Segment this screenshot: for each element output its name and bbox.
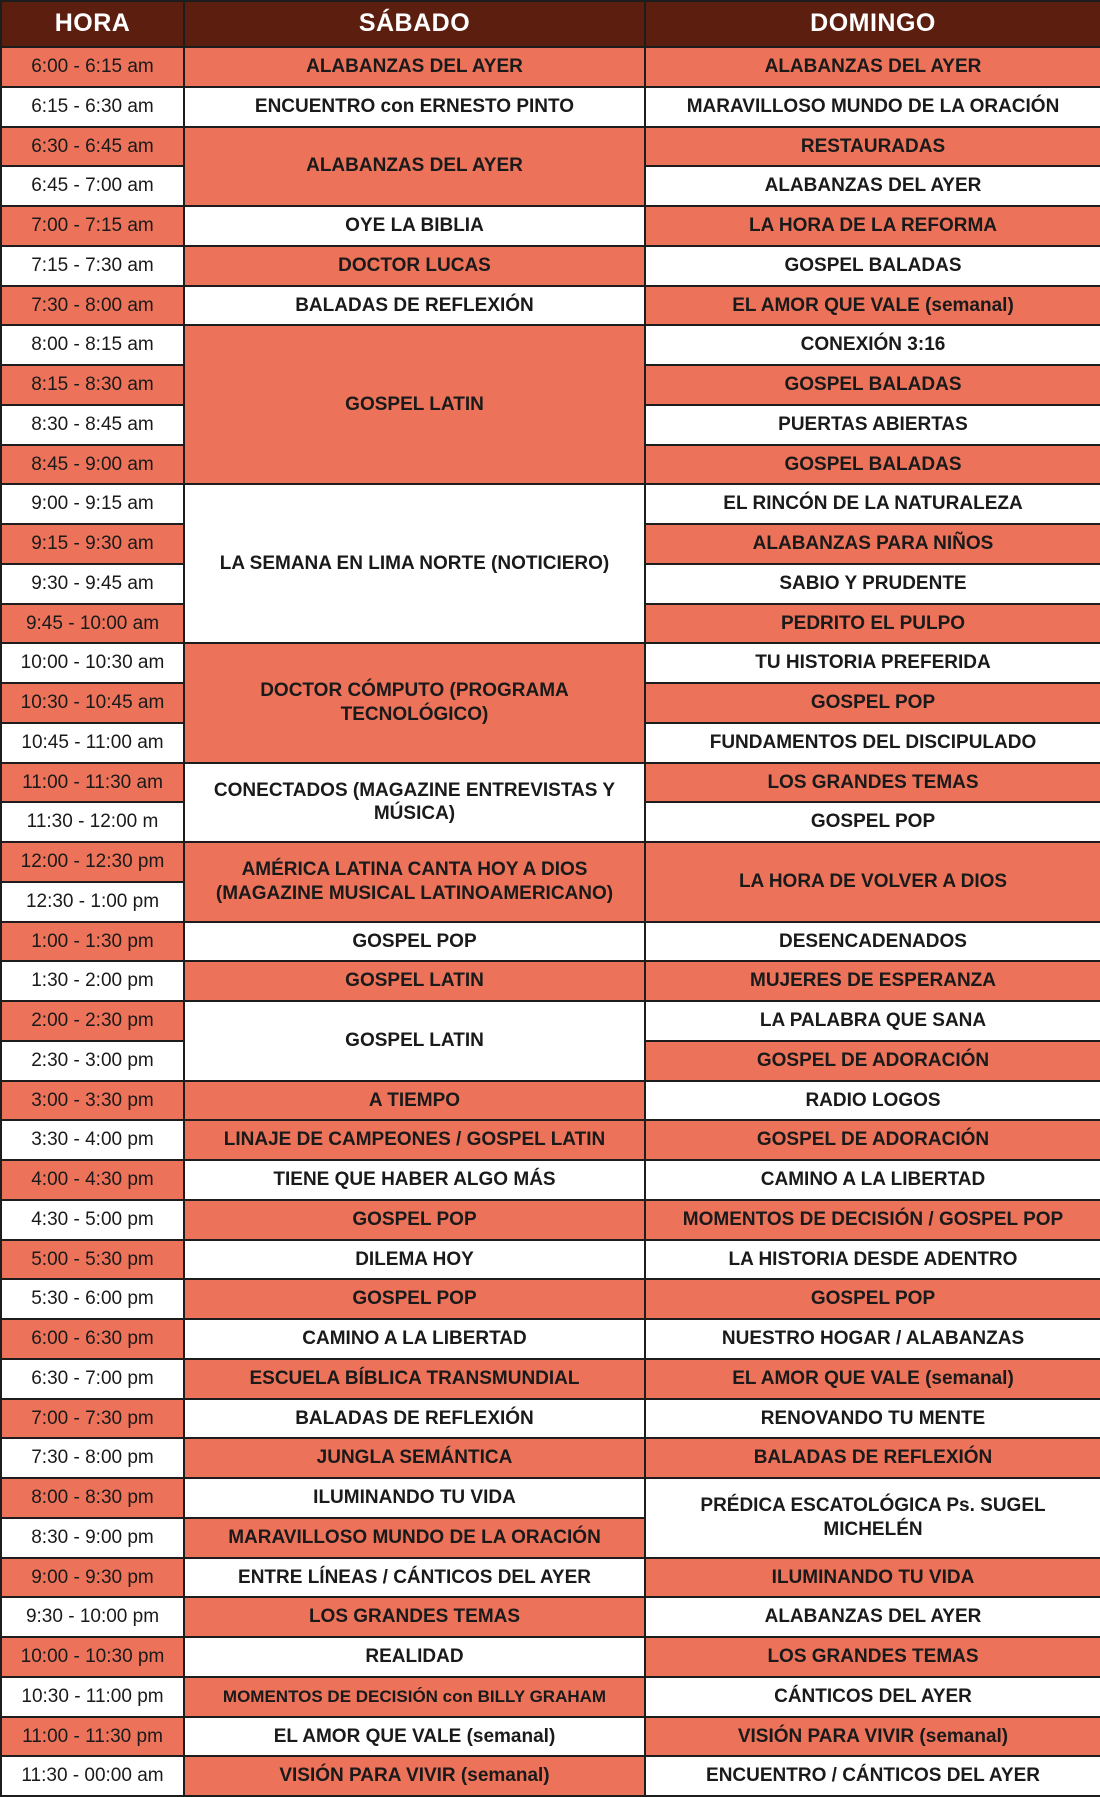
table-row [1,87,1100,127]
time-cell: 8:30 - 9:00 pm [1,1518,184,1558]
saturday-program: JUNGLA SEMÁNTICA [184,1438,645,1478]
time-cell: 7:00 - 7:15 am [1,206,184,246]
time-cell: 11:30 - 12:00 m [1,802,184,842]
header-sabado: SÁBADO [184,1,645,47]
sunday-program: GOSPEL POP [645,683,1100,723]
saturday-program: DOCTOR LUCAS [184,246,645,286]
sunday-program: CONEXIÓN 3:16 [645,325,1100,365]
time-cell: 8:00 - 8:30 pm [1,1478,184,1518]
time-cell: 9:00 - 9:15 am [1,484,184,524]
table-row [1,961,1100,1001]
time-cell: 8:15 - 8:30 am [1,365,184,405]
time-cell: 7:15 - 7:30 am [1,246,184,286]
time-cell: 11:00 - 11:30 am [1,763,184,803]
time-cell: 7:30 - 8:00 pm [1,1438,184,1478]
table-row [1,1200,1100,1240]
sunday-program: VISIÓN PARA VIVIR (semanal) [645,1717,1100,1757]
time-cell: 1:30 - 2:00 pm [1,961,184,1001]
table-row [1,325,1100,365]
sunday-program: GOSPEL POP [645,802,1100,842]
table-row [1,47,1100,87]
saturday-program: ESCUELA BÍBLICA TRANSMUNDIAL [184,1359,645,1399]
saturday-program: REALIDAD [184,1637,645,1677]
sunday-program: ILUMINANDO TU VIDA [645,1558,1100,1598]
table-row [1,1081,1100,1121]
sunday-program: RADIO LOGOS [645,1081,1100,1121]
saturday-program: EL AMOR QUE VALE (semanal) [184,1717,645,1757]
sunday-program: EL AMOR QUE VALE (semanal) [645,286,1100,326]
sunday-program: EL AMOR QUE VALE (semanal) [645,1359,1100,1399]
time-cell: 7:30 - 8:00 am [1,286,184,326]
table-row [1,1478,1100,1518]
saturday-program: BALADAS DE REFLEXIÓN [184,1399,645,1439]
saturday-program: GOSPEL POP [184,1200,645,1240]
header-domingo: DOMINGO [645,1,1100,47]
saturday-program: CAMINO A LA LIBERTAD [184,1319,645,1359]
time-cell: 6:30 - 7:00 pm [1,1359,184,1399]
sunday-program: GOSPEL POP [645,1279,1100,1319]
table-row [1,1597,1100,1637]
sunday-program: ALABANZAS DEL AYER [645,1597,1100,1637]
saturday-program: DILEMA HOY [184,1240,645,1280]
sunday-program: TU HISTORIA PREFERIDA [645,643,1100,683]
saturday-program: GOSPEL POP [184,922,645,962]
saturday-program: DOCTOR CÓMPUTO (PROGRAMA TECNOLÓGICO) [184,643,645,762]
header-hora: HORA [1,1,184,47]
sunday-program: RENOVANDO TU MENTE [645,1399,1100,1439]
time-cell: 10:45 - 11:00 am [1,723,184,763]
sunday-program: PEDRITO EL PULPO [645,604,1100,644]
table-row [1,206,1100,246]
sunday-program: LA HISTORIA DESDE ADENTRO [645,1240,1100,1280]
sunday-program: MUJERES DE ESPERANZA [645,961,1100,1001]
time-cell: 9:15 - 9:30 am [1,524,184,564]
time-cell: 5:30 - 6:00 pm [1,1279,184,1319]
table-row [1,1359,1100,1399]
saturday-program: TIENE QUE HABER ALGO MÁS [184,1160,645,1200]
saturday-program: ALABANZAS DEL AYER [184,47,645,87]
time-cell: 8:45 - 9:00 am [1,445,184,485]
time-cell: 10:00 - 10:30 pm [1,1637,184,1677]
table-row [1,1240,1100,1280]
time-cell: 9:30 - 10:00 pm [1,1597,184,1637]
sunday-program: GOSPEL DE ADORACIÓN [645,1120,1100,1160]
sunday-program: LOS GRANDES TEMAS [645,1637,1100,1677]
time-cell: 9:30 - 9:45 am [1,564,184,604]
sunday-program: LA HORA DE VOLVER A DIOS [645,842,1100,922]
table-row [1,1717,1100,1757]
sunday-program: CAMINO A LA LIBERTAD [645,1160,1100,1200]
sunday-program: NUESTRO HOGAR / ALABANZAS [645,1319,1100,1359]
sunday-program: MARAVILLOSO MUNDO DE LA ORACIÓN [645,87,1100,127]
table-row [1,1399,1100,1439]
saturday-program: VISIÓN PARA VIVIR (semanal) [184,1756,645,1796]
sunday-program: RESTAURADAS [645,127,1100,167]
table-row [1,1160,1100,1200]
time-cell: 8:00 - 8:15 am [1,325,184,365]
time-cell: 1:00 - 1:30 pm [1,922,184,962]
time-cell: 5:00 - 5:30 pm [1,1240,184,1280]
time-cell: 6:00 - 6:15 am [1,47,184,87]
saturday-program: LINAJE DE CAMPEONES / GOSPEL LATIN [184,1120,645,1160]
sunday-program: LA HORA DE LA REFORMA [645,206,1100,246]
table-row [1,127,1100,167]
saturday-program: MOMENTOS DE DECISIÓN con BILLY GRAHAM [184,1677,645,1717]
sunday-program: LOS GRANDES TEMAS [645,763,1100,803]
time-cell: 2:30 - 3:00 pm [1,1041,184,1081]
saturday-program: GOSPEL LATIN [184,1001,645,1081]
sunday-program: ALABANZAS PARA NIÑOS [645,524,1100,564]
time-cell: 10:30 - 11:00 pm [1,1677,184,1717]
table-row [1,1001,1100,1041]
table-row [1,842,1100,882]
sunday-program: DESENCADENADOS [645,922,1100,962]
header-row [1,1,1100,47]
saturday-program: GOSPEL LATIN [184,325,645,484]
table-row [1,1438,1100,1478]
time-cell: 7:00 - 7:30 pm [1,1399,184,1439]
sunday-program: ALABANZAS DEL AYER [645,47,1100,87]
table-row [1,1677,1100,1717]
table-row [1,484,1100,524]
sunday-program: GOSPEL BALADAS [645,246,1100,286]
saturday-program: LA SEMANA EN LIMA NORTE (NOTICIERO) [184,484,645,643]
time-cell: 3:00 - 3:30 pm [1,1081,184,1121]
table-row [1,246,1100,286]
table-row [1,286,1100,326]
sunday-program: ALABANZAS DEL AYER [645,166,1100,206]
table-row [1,1279,1100,1319]
time-cell: 3:30 - 4:00 pm [1,1120,184,1160]
time-cell: 6:45 - 7:00 am [1,166,184,206]
time-cell: 2:00 - 2:30 pm [1,1001,184,1041]
time-cell: 4:00 - 4:30 pm [1,1160,184,1200]
sunday-program: GOSPEL BALADAS [645,445,1100,485]
saturday-program: ENTRE LÍNEAS / CÁNTICOS DEL AYER [184,1558,645,1598]
saturday-program: BALADAS DE REFLEXIÓN [184,286,645,326]
time-cell: 12:00 - 12:30 pm [1,842,184,882]
sunday-program: CÁNTICOS DEL AYER [645,1677,1100,1717]
time-cell: 4:30 - 5:00 pm [1,1200,184,1240]
time-cell: 9:45 - 10:00 am [1,604,184,644]
table-row [1,1319,1100,1359]
time-cell: 10:00 - 10:30 am [1,643,184,683]
time-cell: 11:00 - 11:30 pm [1,1717,184,1757]
sunday-program: BALADAS DE REFLEXIÓN [645,1438,1100,1478]
sunday-program: MOMENTOS DE DECISIÓN / GOSPEL POP [645,1200,1100,1240]
time-cell: 6:00 - 6:30 pm [1,1319,184,1359]
table-row [1,763,1100,803]
sunday-program: GOSPEL BALADAS [645,365,1100,405]
saturday-program: GOSPEL LATIN [184,961,645,1001]
sunday-program: LA PALABRA QUE SANA [645,1001,1100,1041]
table-row [1,922,1100,962]
saturday-program: CONECTADOS (MAGAZINE ENTREVISTAS Y MÚSICA) [184,763,645,843]
saturday-program: MARAVILLOSO MUNDO DE LA ORACIÓN [184,1518,645,1558]
saturday-program: ENCUENTRO con ERNESTO PINTO [184,87,645,127]
time-cell: 8:30 - 8:45 am [1,405,184,445]
time-cell: 10:30 - 10:45 am [1,683,184,723]
saturday-program: AMÉRICA LATINA CANTA HOY A DIOS (MAGAZINE MUSICAL LATINOAMERICANO) [184,842,645,922]
time-cell: 6:15 - 6:30 am [1,87,184,127]
sunday-program: PRÉDICA ESCATOLÓGICA Ps. SUGEL MICHELÉN [645,1478,1100,1558]
time-cell: 6:30 - 6:45 am [1,127,184,167]
table-row [1,1558,1100,1598]
time-cell: 12:30 - 1:00 pm [1,882,184,922]
sunday-program: ENCUENTRO / CÁNTICOS DEL AYER [645,1756,1100,1796]
saturday-program: ILUMINANDO TU VIDA [184,1478,645,1518]
saturday-program: OYE LA BIBLIA [184,206,645,246]
table-row [1,643,1100,683]
saturday-program: GOSPEL POP [184,1279,645,1319]
saturday-program: A TIEMPO [184,1081,645,1121]
sunday-program: EL RINCÓN DE LA NATURALEZA [645,484,1100,524]
time-cell: 11:30 - 00:00 am [1,1756,184,1796]
sunday-program: GOSPEL DE ADORACIÓN [645,1041,1100,1081]
table-row [1,1637,1100,1677]
table-row [1,1120,1100,1160]
time-cell: 9:00 - 9:30 pm [1,1558,184,1598]
sunday-program: FUNDAMENTOS DEL DISCIPULADO [645,723,1100,763]
sunday-program: PUERTAS ABIERTAS [645,405,1100,445]
sunday-program: SABIO Y PRUDENTE [645,564,1100,604]
saturday-program: ALABANZAS DEL AYER [184,127,645,207]
saturday-program: LOS GRANDES TEMAS [184,1597,645,1637]
table-row [1,1756,1100,1796]
